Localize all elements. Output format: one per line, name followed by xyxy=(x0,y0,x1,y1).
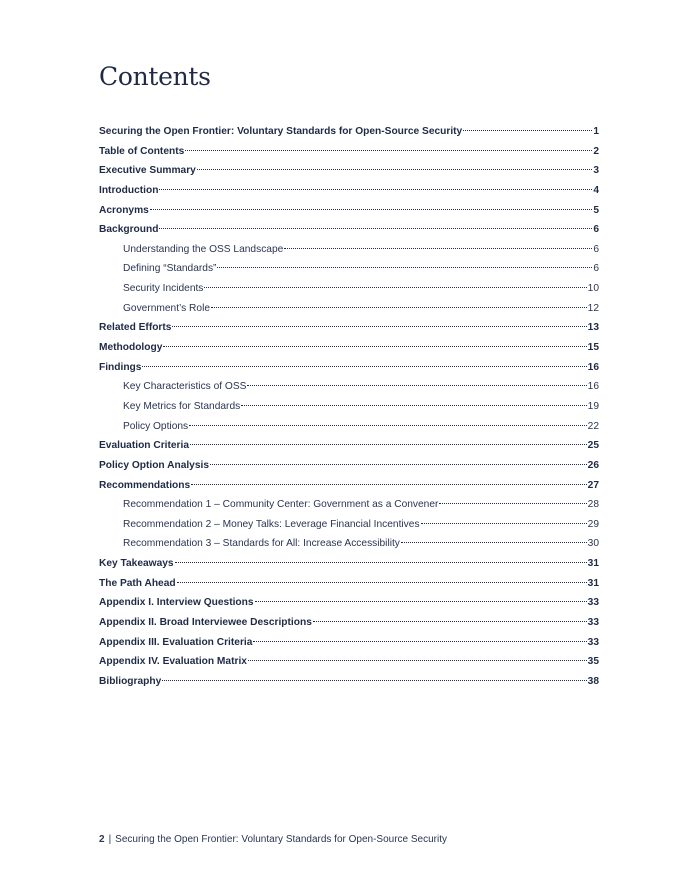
toc-dot-leader xyxy=(142,366,586,367)
toc-entry[interactable] xyxy=(99,397,599,417)
toc-dot-leader xyxy=(439,503,586,504)
toc-entry-page-number[interactable]: 6 xyxy=(593,224,599,236)
toc-entry-title[interactable]: Appendix I. Interview Questions xyxy=(99,597,254,609)
toc-entry[interactable] xyxy=(99,181,599,201)
footer-separator: | xyxy=(108,834,112,845)
toc-entry-page-number[interactable]: 33 xyxy=(587,617,599,629)
toc-dot-leader xyxy=(210,464,587,465)
toc-dot-leader xyxy=(241,405,586,406)
toc-entry[interactable] xyxy=(99,476,599,496)
toc-entry-title[interactable]: Introduction xyxy=(99,184,159,196)
toc-entry-page-number[interactable]: 30 xyxy=(587,538,599,550)
toc-dot-leader xyxy=(163,346,586,347)
toc-entry-title[interactable]: Bibliography xyxy=(99,675,162,687)
toc-entry-page-number[interactable]: 26 xyxy=(587,459,599,471)
footer-document-title: Securing the Open Frontier: Voluntary Standards for Open-Source Security xyxy=(115,834,448,845)
toc-entry-title[interactable]: Findings xyxy=(99,361,142,373)
toc-dot-leader xyxy=(401,542,587,543)
toc-entry-title[interactable]: Recommendation 2 – Money Talks: Leverage Financial Incentives xyxy=(123,518,420,530)
toc-dot-leader xyxy=(175,562,587,563)
toc-entry-title[interactable]: Related Efforts xyxy=(99,322,172,334)
toc-dot-leader xyxy=(159,189,592,190)
toc-entry[interactable] xyxy=(99,633,599,653)
toc-dot-leader xyxy=(463,130,592,131)
toc-dot-leader xyxy=(255,601,587,602)
toc-entry-page-number[interactable]: 1 xyxy=(593,126,599,137)
toc-dot-leader xyxy=(217,267,592,268)
page-title: Contents xyxy=(99,62,211,91)
toc-entry[interactable] xyxy=(99,495,599,515)
toc-entry[interactable] xyxy=(99,122,599,142)
toc-entry[interactable] xyxy=(99,534,599,554)
toc-entry-title[interactable]: Recommendations xyxy=(99,479,191,491)
toc-entry-page-number[interactable]: 33 xyxy=(587,636,599,648)
toc-entry-title[interactable]: Security Incidents xyxy=(123,283,204,295)
toc-entry-title[interactable]: Appendix III. Evaluation Criteria xyxy=(99,636,253,648)
toc-dot-leader xyxy=(172,326,586,327)
toc-entry[interactable] xyxy=(99,436,599,456)
toc-entry-page-number[interactable]: 10 xyxy=(587,283,599,295)
toc-entry[interactable] xyxy=(99,417,599,437)
toc-entry-title[interactable]: Appendix II. Broad Interviewee Descriptions xyxy=(99,617,312,629)
toc-entry-title[interactable]: Background xyxy=(99,224,159,236)
toc-entry[interactable] xyxy=(99,161,599,181)
toc-entry[interactable] xyxy=(99,652,599,672)
toc-entry[interactable] xyxy=(99,142,599,162)
toc-dot-leader xyxy=(313,621,587,622)
toc-dot-leader xyxy=(162,680,586,681)
toc-entry-page-number[interactable]: 3 xyxy=(593,165,599,177)
toc-entry-page-number[interactable]: 38 xyxy=(587,675,599,687)
toc-entry-page-number[interactable]: 4 xyxy=(593,184,599,196)
toc-entry-page-number[interactable]: 31 xyxy=(587,558,599,570)
toc-entry[interactable] xyxy=(99,358,599,378)
toc-entry-page-number[interactable]: 16 xyxy=(587,381,599,393)
toc-entry-page-number[interactable]: 16 xyxy=(587,361,599,373)
toc-entry-page-number[interactable]: 35 xyxy=(587,656,599,668)
toc-entry-title[interactable]: Executive Summary xyxy=(99,165,196,177)
toc-entry[interactable] xyxy=(99,299,599,319)
toc-dot-leader xyxy=(177,582,587,583)
toc-dot-leader xyxy=(284,248,592,249)
toc-entry-page-number[interactable]: 29 xyxy=(587,518,599,530)
toc-dot-leader xyxy=(185,150,592,151)
toc-entry-title[interactable]: The Path Ahead xyxy=(99,577,176,589)
toc-entry-page-number[interactable]: 12 xyxy=(587,302,599,314)
toc-entry[interactable] xyxy=(99,201,599,221)
toc-entry-title[interactable]: Methodology xyxy=(99,342,163,354)
toc-entry-title[interactable]: Recommendation 1 – Community Center: Government as a Convener xyxy=(123,499,439,511)
toc-entry-title[interactable]: Acronyms xyxy=(99,204,149,216)
toc-dot-leader xyxy=(197,169,592,170)
toc-dot-leader xyxy=(191,484,587,485)
toc-entry-title[interactable]: Defining “Standards” xyxy=(123,263,217,275)
toc-entry-page-number[interactable]: 31 xyxy=(587,577,599,589)
toc-entry-page-number[interactable]: 33 xyxy=(587,597,599,609)
toc-dot-leader xyxy=(159,228,592,229)
toc-entry[interactable] xyxy=(99,338,599,358)
toc-entry-page-number[interactable]: 15 xyxy=(587,342,599,354)
toc-entry-title[interactable]: Government’s Role xyxy=(123,302,211,314)
toc-entry-title[interactable]: Securing the Open Frontier: Voluntary Standards for Open-Source Security xyxy=(99,126,463,137)
toc-entry-page-number[interactable]: 27 xyxy=(587,479,599,491)
toc-entry-page-number[interactable]: 19 xyxy=(587,400,599,412)
toc-dot-leader xyxy=(211,307,587,308)
footer-page-number: 2 xyxy=(99,834,105,845)
toc-entry[interactable] xyxy=(99,220,599,240)
toc-entry[interactable] xyxy=(99,240,599,260)
toc-entry[interactable] xyxy=(99,377,599,397)
toc-entry-title[interactable]: Understanding the OSS Landscape xyxy=(123,243,284,255)
toc-entry[interactable] xyxy=(99,574,599,594)
toc-entry[interactable] xyxy=(99,456,599,476)
toc-entry[interactable] xyxy=(99,279,599,299)
toc-entry-page-number[interactable]: 6 xyxy=(593,243,599,255)
page-footer xyxy=(99,834,447,845)
toc-entry-page-number[interactable]: 2 xyxy=(593,145,599,157)
toc-dot-leader xyxy=(247,385,586,386)
toc-entry-title[interactable]: Recommendation 3 – Standards for All: Increase Accessibility xyxy=(123,538,400,550)
toc-entry[interactable] xyxy=(99,318,599,338)
toc-entry-title[interactable]: Key Characteristics of OSS xyxy=(123,381,247,393)
toc-entry-page-number[interactable]: 13 xyxy=(587,322,599,334)
toc-entry-title[interactable]: Policy Option Analysis xyxy=(99,459,210,471)
toc-entry[interactable] xyxy=(99,672,599,692)
toc-dot-leader xyxy=(248,660,587,661)
toc-entry[interactable] xyxy=(99,613,599,633)
toc-entry[interactable] xyxy=(99,593,599,613)
table-of-contents xyxy=(99,122,599,692)
toc-entry-page-number[interactable]: 28 xyxy=(587,499,599,511)
toc-dot-leader xyxy=(190,444,587,445)
toc-entry-title[interactable]: Appendix IV. Evaluation Matrix xyxy=(99,656,247,668)
toc-entry-title[interactable]: Table of Contents xyxy=(99,145,185,157)
toc-entry[interactable] xyxy=(99,515,599,535)
toc-entry-title[interactable]: Policy Options xyxy=(123,420,189,432)
toc-dot-leader xyxy=(253,641,586,642)
toc-dot-leader xyxy=(421,523,587,524)
toc-dot-leader xyxy=(189,425,587,426)
toc-dot-leader xyxy=(150,209,593,210)
toc-entry-page-number[interactable]: 25 xyxy=(587,440,599,452)
toc-entry-title[interactable]: Evaluation Criteria xyxy=(99,440,190,452)
toc-entry-title[interactable]: Key Takeaways xyxy=(99,558,174,570)
toc-entry-page-number[interactable]: 6 xyxy=(593,263,599,275)
toc-entry[interactable] xyxy=(99,259,599,279)
toc-entry-title[interactable]: Key Metrics for Standards xyxy=(123,400,241,412)
toc-dot-leader xyxy=(204,287,586,288)
toc-entry[interactable] xyxy=(99,554,599,574)
toc-entry-page-number[interactable]: 22 xyxy=(587,420,599,432)
toc-entry-page-number[interactable]: 5 xyxy=(593,204,599,216)
